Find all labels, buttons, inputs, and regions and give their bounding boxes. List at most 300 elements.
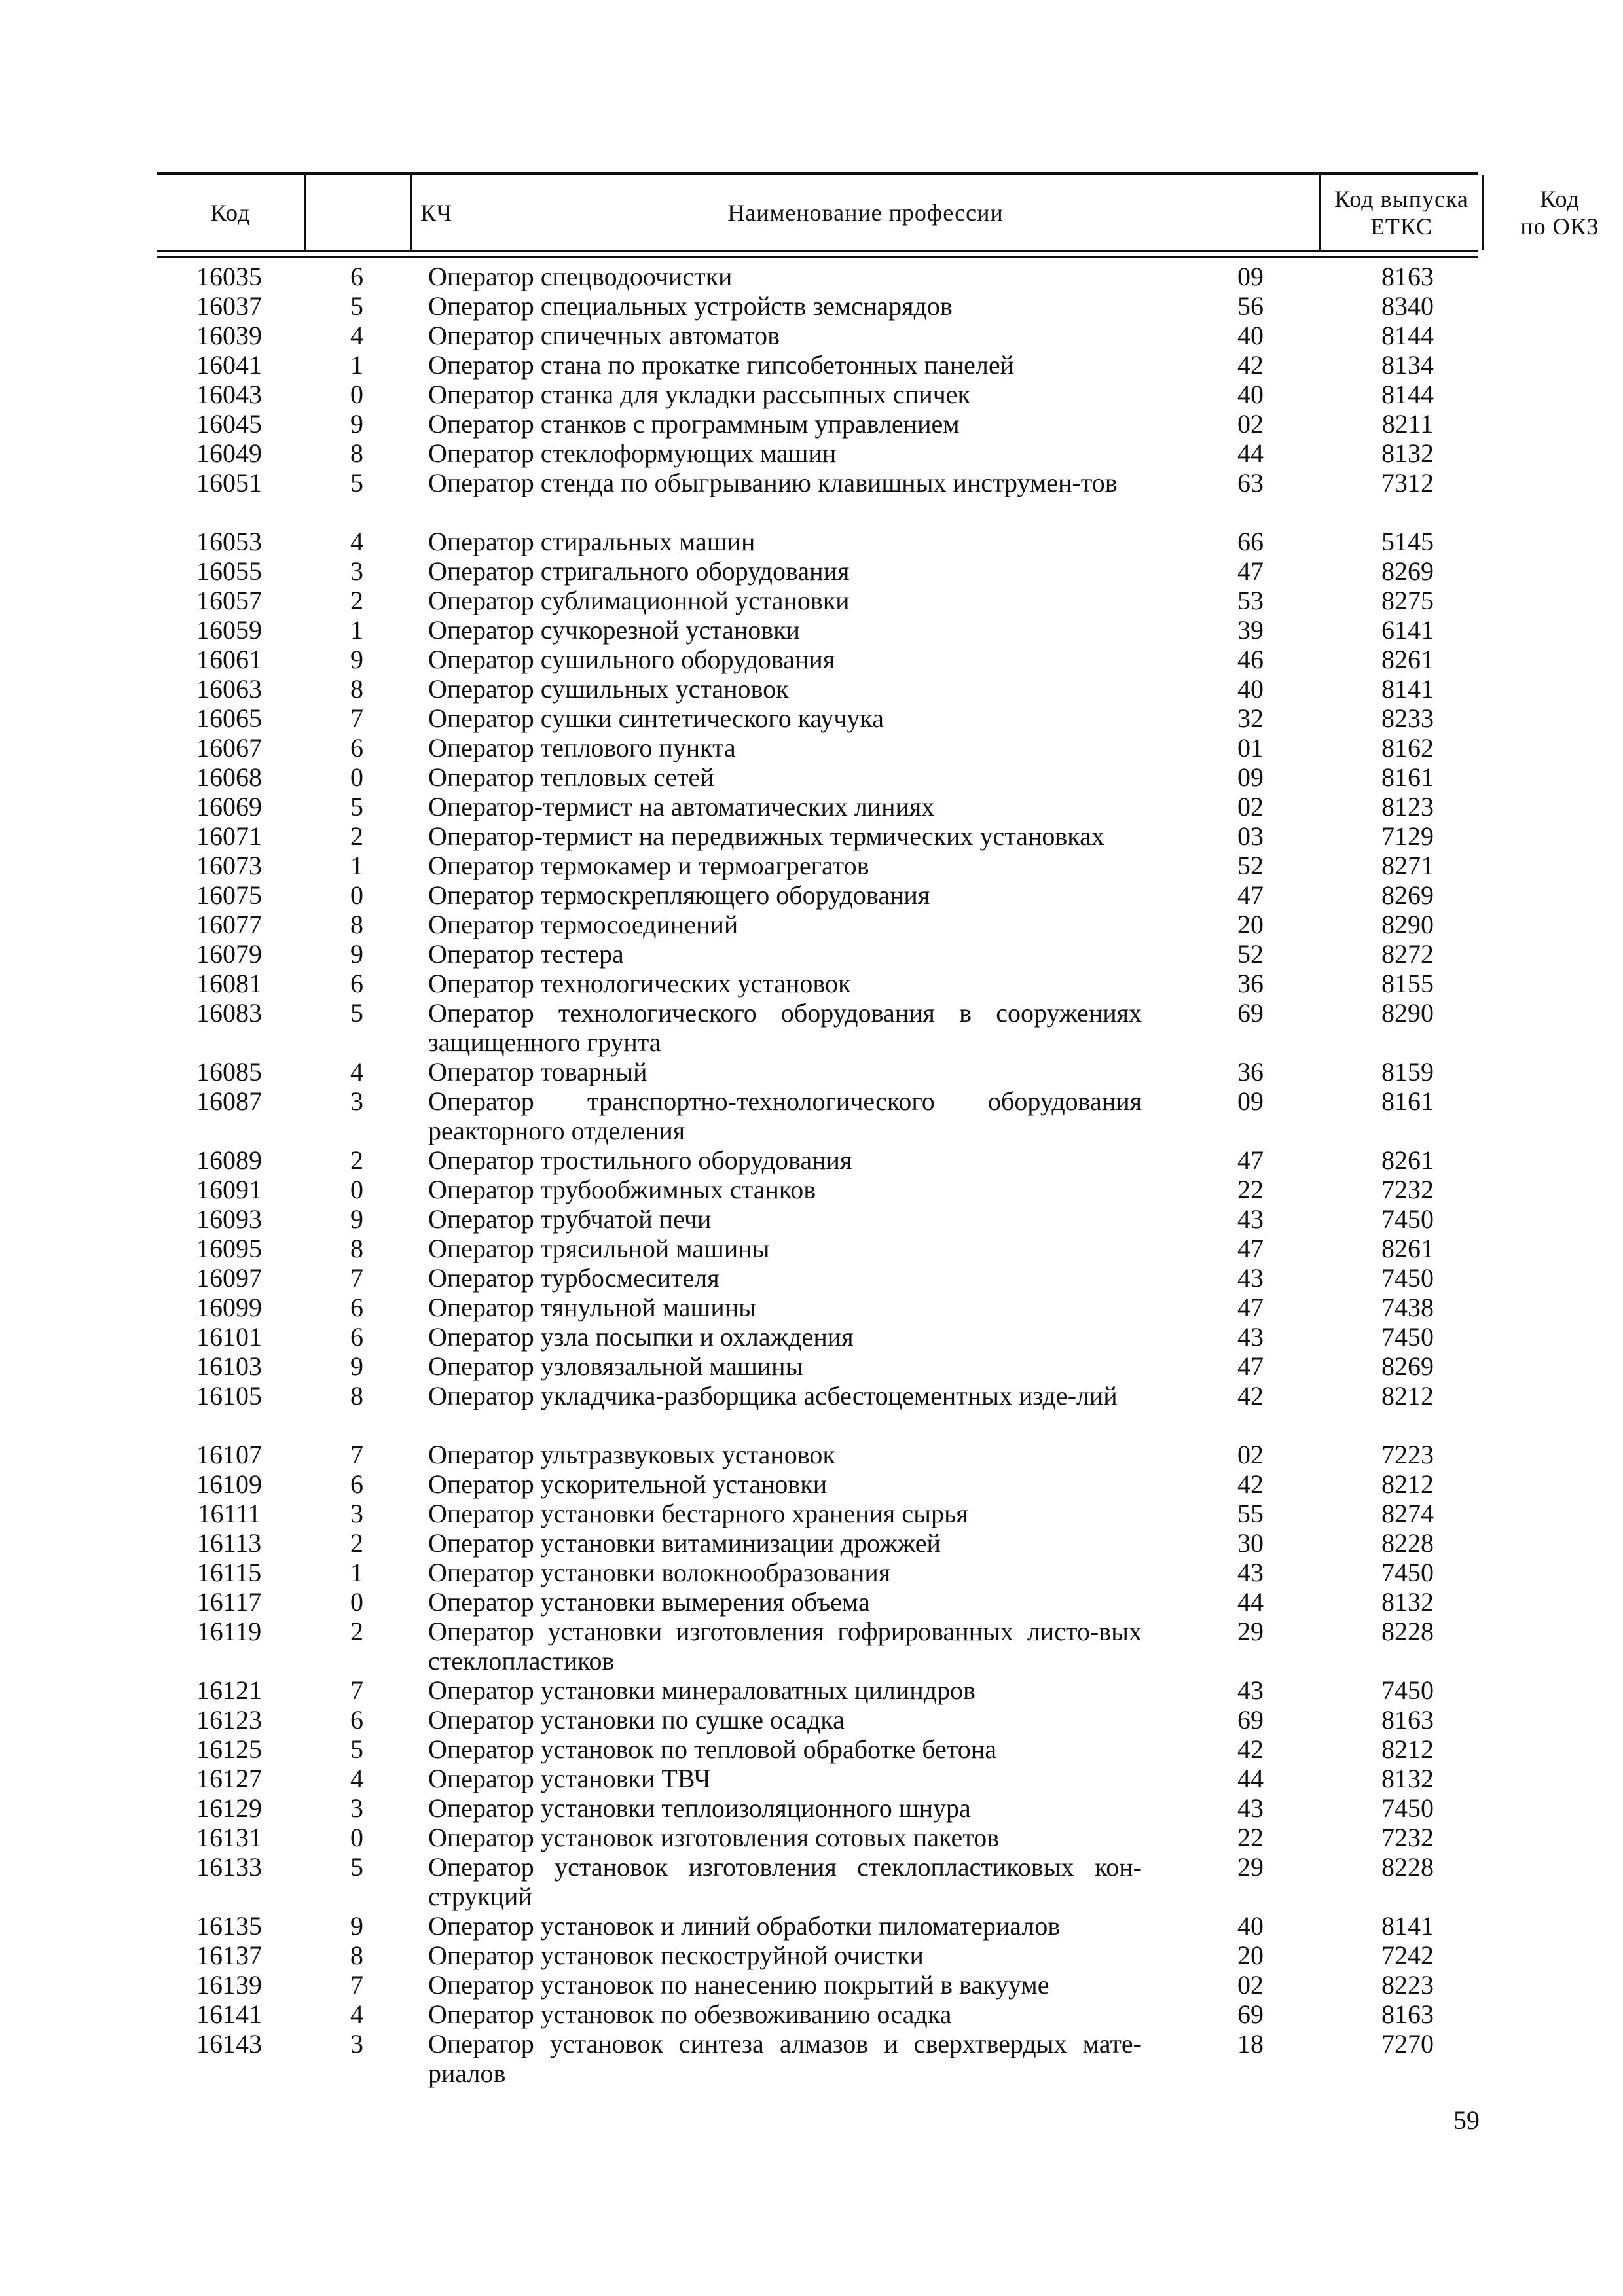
etks-code-cell: 22 xyxy=(1237,1175,1264,1204)
kch-cell: 8 xyxy=(350,1381,363,1410)
okz-code-cell: 8275 xyxy=(1381,586,1434,615)
code-cell: 16137 xyxy=(196,1941,262,1970)
table-row xyxy=(0,1499,1623,1528)
table-row xyxy=(0,1057,1623,1086)
okz-code-cell: 8141 xyxy=(1381,1911,1434,1941)
kch-cell: 8 xyxy=(350,674,363,704)
profession-name-cell: Оператор сушильного оборудования xyxy=(428,645,835,674)
code-cell: 16043 xyxy=(196,380,262,409)
header-kch-label: КЧ xyxy=(420,199,452,226)
table-row xyxy=(0,556,1623,586)
etks-code-cell: 32 xyxy=(1237,704,1264,733)
profession-name-cell: Оператор термоскрепляющего оборудования xyxy=(428,880,930,910)
okz-code-cell: 8155 xyxy=(1381,969,1434,998)
okz-code-cell: 7450 xyxy=(1381,1204,1434,1234)
profession-name-cell: Оператор тестера xyxy=(428,939,624,969)
code-cell: 16085 xyxy=(196,1057,262,1086)
header-etks-label-line1: Код выпуска xyxy=(1334,185,1468,212)
kch-cell: 4 xyxy=(350,1764,363,1793)
kch-cell: 6 xyxy=(350,733,363,762)
profession-name-cell: Оператор установки изготовления гофрированных листо-вых стеклопластиков xyxy=(428,1617,1142,1676)
kch-cell: 8 xyxy=(350,1234,363,1263)
okz-code-cell: 8228 xyxy=(1381,1852,1434,1882)
code-cell: 16117 xyxy=(196,1587,262,1617)
profession-name-cell: Оператор установок по нанесению покрытий в вакууме xyxy=(428,1970,1049,2000)
kch-cell: 2 xyxy=(350,586,363,615)
etks-code-cell: 66 xyxy=(1237,527,1264,556)
kch-cell: 2 xyxy=(350,1528,363,1558)
etks-code-cell: 42 xyxy=(1237,1381,1264,1410)
code-cell: 16121 xyxy=(196,1676,262,1705)
kch-cell: 7 xyxy=(350,1970,363,2000)
table-row xyxy=(0,468,1623,527)
profession-name-cell: Оператор установки минераловатных цилиндров xyxy=(428,1676,976,1705)
table-row xyxy=(0,939,1623,969)
code-cell: 16067 xyxy=(196,733,262,762)
table-row xyxy=(0,910,1623,939)
etks-code-cell: 22 xyxy=(1237,1823,1264,1852)
okz-code-cell: 8290 xyxy=(1381,998,1434,1028)
code-cell: 16071 xyxy=(196,821,262,851)
code-cell: 16059 xyxy=(196,615,262,645)
table-row xyxy=(0,1941,1623,1970)
code-cell: 16061 xyxy=(196,645,262,674)
kch-cell: 9 xyxy=(350,1352,363,1381)
kch-cell: 0 xyxy=(350,762,363,792)
etks-code-cell: 40 xyxy=(1237,380,1264,409)
etks-code-cell: 43 xyxy=(1237,1263,1264,1293)
etks-code-cell: 29 xyxy=(1237,1617,1264,1646)
kch-cell: 3 xyxy=(350,2029,363,2058)
code-cell: 16123 xyxy=(196,1705,262,1734)
profession-name-cell: Оператор установки витаминизации дрожжей xyxy=(428,1528,941,1558)
etks-code-cell: 20 xyxy=(1237,1941,1264,1970)
table-row xyxy=(0,1617,1623,1676)
okz-code-cell: 7450 xyxy=(1381,1793,1434,1823)
table-row xyxy=(0,762,1623,792)
profession-name-cell: Оператор турбосмесителя xyxy=(428,1263,720,1293)
okz-code-cell: 8223 xyxy=(1381,1970,1434,2000)
profession-name-cell: Оператор установки вымерения объема xyxy=(428,1587,870,1617)
profession-name-cell: Оператор стана по прокатке гипсобетонных панелей xyxy=(428,350,1015,380)
etks-code-cell: 43 xyxy=(1237,1558,1264,1587)
table-row xyxy=(0,1764,1623,1793)
okz-code-cell: 8212 xyxy=(1381,1734,1434,1764)
kch-cell: 0 xyxy=(350,1823,363,1852)
table-row xyxy=(0,2029,1623,2088)
kch-cell: 2 xyxy=(350,1617,363,1646)
code-cell: 16075 xyxy=(196,880,262,910)
okz-code-cell: 8340 xyxy=(1381,291,1434,321)
okz-code-cell: 7232 xyxy=(1381,1823,1434,1852)
kch-cell: 9 xyxy=(350,409,363,439)
okz-code-cell: 8132 xyxy=(1381,1764,1434,1793)
table-row xyxy=(0,1175,1623,1204)
kch-cell: 4 xyxy=(350,1057,363,1086)
kch-cell: 0 xyxy=(350,880,363,910)
code-cell: 16077 xyxy=(196,910,262,939)
profession-name-cell: Оператор термосоединений xyxy=(428,910,739,939)
code-cell: 16109 xyxy=(196,1469,262,1499)
code-cell: 16039 xyxy=(196,321,262,350)
table-row xyxy=(0,851,1623,880)
table-row xyxy=(0,1558,1623,1587)
code-cell: 16065 xyxy=(196,704,262,733)
profession-name-cell: Оператор сублимационной установки xyxy=(428,586,850,615)
okz-code-cell: 8272 xyxy=(1381,939,1434,969)
profession-name-cell: Оператор-термист на передвижных термических установках xyxy=(428,821,1104,851)
header-etks-label-line2: ЕТКС xyxy=(1370,213,1433,240)
etks-code-cell: 02 xyxy=(1237,792,1264,821)
etks-code-cell: 40 xyxy=(1237,1911,1264,1941)
code-cell: 16139 xyxy=(196,1970,262,2000)
profession-name-cell: Оператор узла посыпки и охлаждения xyxy=(428,1322,854,1352)
code-cell: 16103 xyxy=(196,1352,262,1381)
etks-code-cell: 29 xyxy=(1237,1852,1264,1882)
etks-code-cell: 02 xyxy=(1237,1440,1264,1469)
header-okz xyxy=(1484,175,1623,250)
code-cell: 16081 xyxy=(196,969,262,998)
etks-code-cell: 43 xyxy=(1237,1322,1264,1352)
table-row xyxy=(0,821,1623,851)
kch-cell: 8 xyxy=(350,1941,363,1970)
okz-code-cell: 8159 xyxy=(1381,1057,1434,1086)
table-header xyxy=(157,172,1599,252)
kch-cell: 7 xyxy=(350,1440,363,1469)
okz-code-cell: 8261 xyxy=(1381,645,1434,674)
profession-name-cell: Оператор спецводоочистки xyxy=(428,262,733,291)
etks-code-cell: 02 xyxy=(1237,409,1264,439)
kch-cell: 1 xyxy=(350,350,363,380)
table-row xyxy=(0,1322,1623,1352)
kch-cell: 8 xyxy=(350,439,363,468)
table-row xyxy=(0,998,1623,1057)
table-row xyxy=(0,1204,1623,1234)
table-row xyxy=(0,321,1623,350)
profession-name-cell: Оператор трясильной машины xyxy=(428,1234,770,1263)
okz-code-cell: 7450 xyxy=(1381,1322,1434,1352)
profession-name-cell: Оператор стиральных машин xyxy=(428,527,756,556)
etks-code-cell: 47 xyxy=(1237,1234,1264,1263)
etks-code-cell: 47 xyxy=(1237,880,1264,910)
okz-code-cell: 7450 xyxy=(1381,1263,1434,1293)
okz-code-cell: 8161 xyxy=(1381,762,1434,792)
kch-cell: 6 xyxy=(350,1293,363,1322)
table-row xyxy=(0,1234,1623,1263)
code-cell: 16119 xyxy=(196,1617,262,1646)
profession-name-cell: Оператор тянульной машины xyxy=(428,1293,757,1322)
table-row xyxy=(0,2000,1623,2029)
profession-name-cell: Оператор специальных устройств земснарядов xyxy=(428,291,953,321)
table-row xyxy=(0,1911,1623,1941)
table-row xyxy=(0,1469,1623,1499)
okz-code-cell: 7232 xyxy=(1381,1175,1434,1204)
profession-name-cell: Оператор тростильного оборудования xyxy=(428,1145,852,1175)
profession-name-cell: Оператор укладчика-разборщика асбестоцементных изде-лий xyxy=(428,1381,1118,1410)
etks-code-cell: 63 xyxy=(1237,468,1264,497)
table-row xyxy=(0,1381,1623,1440)
kch-cell: 3 xyxy=(350,1793,363,1823)
code-cell: 16107 xyxy=(196,1440,262,1469)
kch-cell: 9 xyxy=(350,645,363,674)
profession-name-cell: Оператор стеклоформующих машин xyxy=(428,439,837,468)
okz-code-cell: 7450 xyxy=(1381,1558,1434,1587)
okz-code-cell: 8132 xyxy=(1381,1587,1434,1617)
table-row xyxy=(0,1823,1623,1852)
okz-code-cell: 8132 xyxy=(1381,439,1434,468)
okz-code-cell: 7223 xyxy=(1381,1440,1434,1469)
code-cell: 16093 xyxy=(196,1204,262,1234)
kch-cell: 3 xyxy=(350,556,363,586)
okz-code-cell: 8144 xyxy=(1381,380,1434,409)
etks-code-cell: 43 xyxy=(1237,1676,1264,1705)
profession-name-cell: Оператор установок изготовления сотовых пакетов xyxy=(428,1823,1000,1852)
etks-code-cell: 46 xyxy=(1237,645,1264,674)
table-row xyxy=(0,969,1623,998)
table-row xyxy=(0,1145,1623,1175)
profession-name-cell: Оператор установок по обезвоживанию осадка xyxy=(428,2000,952,2029)
profession-name-cell: Оператор товарный xyxy=(428,1057,647,1086)
etks-code-cell: 18 xyxy=(1237,2029,1264,2058)
code-cell: 16063 xyxy=(196,674,262,704)
kch-cell: 2 xyxy=(350,1145,363,1175)
table-row xyxy=(0,1676,1623,1705)
etks-code-cell: 03 xyxy=(1237,821,1264,851)
profession-name-cell: Оператор технологического оборудования в сооружениях защищенного грунта xyxy=(428,998,1142,1057)
profession-name-cell: Оператор станков с программным управлением xyxy=(428,409,960,439)
code-cell: 16051 xyxy=(196,468,262,497)
kch-cell: 9 xyxy=(350,1204,363,1234)
table-row xyxy=(0,1705,1623,1734)
table-body xyxy=(0,262,1623,2088)
table-row xyxy=(0,880,1623,910)
code-cell: 16068 xyxy=(196,762,262,792)
profession-name-cell: Оператор стригального оборудования xyxy=(428,556,850,586)
etks-code-cell: 44 xyxy=(1237,1587,1264,1617)
table-row xyxy=(0,409,1623,439)
okz-code-cell: 8163 xyxy=(1381,1705,1434,1734)
etks-code-cell: 36 xyxy=(1237,969,1264,998)
profession-name-cell: Оператор установок изготовления стеклопластиковых кон-струкций xyxy=(428,1852,1142,1911)
table-row xyxy=(0,615,1623,645)
table-row xyxy=(0,1852,1623,1911)
okz-code-cell: 5145 xyxy=(1381,527,1434,556)
etks-code-cell: 40 xyxy=(1237,321,1264,350)
kch-cell: 6 xyxy=(350,1469,363,1499)
code-cell: 16083 xyxy=(196,998,262,1028)
profession-name-cell: Оператор трубообжимных станков xyxy=(428,1175,816,1204)
kch-cell: 5 xyxy=(350,291,363,321)
table-row xyxy=(0,704,1623,733)
kch-cell: 5 xyxy=(350,1734,363,1764)
kch-cell: 6 xyxy=(350,969,363,998)
table-row xyxy=(0,527,1623,556)
table-row xyxy=(0,1352,1623,1381)
kch-cell: 6 xyxy=(350,1705,363,1734)
etks-code-cell: 39 xyxy=(1237,615,1264,645)
kch-cell: 3 xyxy=(350,1086,363,1116)
kch-cell: 7 xyxy=(350,704,363,733)
code-cell: 16135 xyxy=(196,1911,262,1941)
table-row xyxy=(0,645,1623,674)
kch-cell: 4 xyxy=(350,321,363,350)
code-cell: 16037 xyxy=(196,291,262,321)
etks-code-cell: 52 xyxy=(1237,851,1264,880)
code-cell: 16105 xyxy=(196,1381,262,1410)
profession-name-cell: Оператор сушильных установок xyxy=(428,674,789,704)
code-cell: 16079 xyxy=(196,939,262,969)
kch-cell: 8 xyxy=(350,910,363,939)
etks-code-cell: 44 xyxy=(1237,439,1264,468)
etks-code-cell: 42 xyxy=(1237,1469,1264,1499)
etks-code-cell: 09 xyxy=(1237,762,1264,792)
okz-code-cell: 8134 xyxy=(1381,350,1434,380)
code-cell: 16133 xyxy=(196,1852,262,1882)
code-cell: 16089 xyxy=(196,1145,262,1175)
etks-code-cell: 52 xyxy=(1237,939,1264,969)
profession-name-cell: Оператор сушки синтетического каучука xyxy=(428,704,884,733)
etks-code-cell: 55 xyxy=(1237,1499,1264,1528)
okz-code-cell: 6141 xyxy=(1381,615,1434,645)
kch-cell: 2 xyxy=(350,821,363,851)
okz-code-cell: 8228 xyxy=(1381,1617,1434,1646)
code-cell: 16091 xyxy=(196,1175,262,1204)
table-row xyxy=(0,439,1623,468)
kch-cell: 4 xyxy=(350,2000,363,2029)
etks-code-cell: 42 xyxy=(1237,1734,1264,1764)
profession-name-cell: Оператор установки по сушке осадка xyxy=(428,1705,845,1734)
okz-code-cell: 8163 xyxy=(1381,2000,1434,2029)
okz-code-cell: 8269 xyxy=(1381,1352,1434,1381)
okz-code-cell: 8269 xyxy=(1381,880,1434,910)
table-row xyxy=(0,1440,1623,1469)
okz-code-cell: 8212 xyxy=(1381,1381,1434,1410)
okz-code-cell: 8261 xyxy=(1381,1145,1434,1175)
etks-code-cell: 30 xyxy=(1237,1528,1264,1558)
okz-code-cell: 8274 xyxy=(1381,1499,1434,1528)
okz-code-cell: 8233 xyxy=(1381,704,1434,733)
table-row xyxy=(0,1793,1623,1823)
header-code xyxy=(157,175,304,250)
okz-code-cell: 7242 xyxy=(1381,1941,1434,1970)
profession-name-cell: Оператор стенда по обыгрыванию клавишных инструмен-тов xyxy=(428,468,1118,497)
code-cell: 16143 xyxy=(196,2029,262,2058)
profession-name-cell: Оператор-термист на автоматических линиях xyxy=(428,792,935,821)
etks-code-cell: 43 xyxy=(1237,1793,1264,1823)
header-name-label: Наименование профессии xyxy=(727,199,1004,226)
table-row xyxy=(0,291,1623,321)
okz-code-cell: 8123 xyxy=(1381,792,1434,821)
table-row xyxy=(0,1086,1623,1145)
code-cell: 16053 xyxy=(196,527,262,556)
table-row xyxy=(0,1528,1623,1558)
code-cell: 16049 xyxy=(196,439,262,468)
okz-code-cell: 7438 xyxy=(1381,1293,1434,1322)
code-cell: 16095 xyxy=(196,1234,262,1263)
profession-name-cell: Оператор установки теплоизоляционного шнура xyxy=(428,1793,971,1823)
profession-name-cell: Оператор сучкорезной установки xyxy=(428,615,800,645)
okz-code-cell: 8269 xyxy=(1381,556,1434,586)
etks-code-cell: 09 xyxy=(1237,1086,1264,1116)
code-cell: 16099 xyxy=(196,1293,262,1322)
etks-code-cell: 47 xyxy=(1237,1145,1264,1175)
profession-name-cell: Оператор ускорительной установки xyxy=(428,1469,828,1499)
code-cell: 16141 xyxy=(196,2000,262,2029)
table-row xyxy=(0,1293,1623,1322)
kch-cell: 7 xyxy=(350,1676,363,1705)
kch-cell: 9 xyxy=(350,1911,363,1941)
okz-code-cell: 8211 xyxy=(1381,409,1434,439)
etks-code-cell: 53 xyxy=(1237,586,1264,615)
header-etks xyxy=(1321,175,1482,250)
header-okz-label-line1: Код xyxy=(1540,185,1580,212)
profession-name-cell: Оператор узловязальной машины xyxy=(428,1352,803,1381)
code-cell: 16097 xyxy=(196,1263,262,1293)
code-cell: 16131 xyxy=(196,1823,262,1852)
etks-code-cell: 69 xyxy=(1237,1705,1264,1734)
code-cell: 16101 xyxy=(196,1322,262,1352)
code-cell: 16087 xyxy=(196,1086,262,1116)
etks-code-cell: 47 xyxy=(1237,1352,1264,1381)
kch-cell: 1 xyxy=(350,851,363,880)
etks-code-cell: 69 xyxy=(1237,2000,1264,2029)
profession-name-cell: Оператор установок синтеза алмазов и сверхтвердых мате-риалов xyxy=(428,2029,1142,2088)
profession-name-cell: Оператор трубчатой печи xyxy=(428,1204,712,1234)
kch-cell: 7 xyxy=(350,1263,363,1293)
profession-name-cell: Оператор установки волокнообразования xyxy=(428,1558,891,1587)
okz-code-cell: 8290 xyxy=(1381,910,1434,939)
okz-code-cell: 8228 xyxy=(1381,1528,1434,1558)
profession-name-cell: Оператор тепловых сетей xyxy=(428,762,714,792)
profession-name-cell: Оператор установок по тепловой обработке бетона xyxy=(428,1734,996,1764)
okz-code-cell: 8163 xyxy=(1381,262,1434,291)
etks-code-cell: 56 xyxy=(1237,291,1264,321)
code-cell: 16115 xyxy=(196,1558,262,1587)
kch-cell: 0 xyxy=(350,380,363,409)
etks-code-cell: 02 xyxy=(1237,1970,1264,2000)
etks-code-cell: 69 xyxy=(1237,998,1264,1028)
kch-cell: 5 xyxy=(350,792,363,821)
kch-cell: 6 xyxy=(350,1322,363,1352)
etks-code-cell: 47 xyxy=(1237,556,1264,586)
profession-name-cell: Оператор станка для укладки рассыпных спичек xyxy=(428,380,970,409)
okz-code-cell: 8261 xyxy=(1381,1234,1434,1263)
etks-code-cell: 44 xyxy=(1237,1764,1264,1793)
code-cell: 16125 xyxy=(196,1734,262,1764)
profession-name-cell: Оператор установки бестарного хранения сырья xyxy=(428,1499,968,1528)
table-row xyxy=(0,674,1623,704)
profession-name-cell: Оператор теплового пункта xyxy=(428,733,736,762)
kch-cell: 1 xyxy=(350,615,363,645)
etks-code-cell: 43 xyxy=(1237,1204,1264,1234)
table-row xyxy=(0,1734,1623,1764)
profession-name-cell: Оператор спичечных автоматов xyxy=(428,321,780,350)
kch-cell: 9 xyxy=(350,939,363,969)
table-row xyxy=(0,350,1623,380)
profession-name-cell: Оператор транспортно-технологического оборудования реакторного отделения xyxy=(428,1086,1142,1145)
etks-code-cell: 42 xyxy=(1237,350,1264,380)
okz-code-cell: 7270 xyxy=(1381,2029,1434,2058)
okz-code-cell: 8161 xyxy=(1381,1086,1434,1116)
kch-cell: 5 xyxy=(350,468,363,497)
header-code-label: Код xyxy=(210,199,251,226)
okz-code-cell: 7450 xyxy=(1381,1676,1434,1705)
code-cell: 16111 xyxy=(197,1499,261,1528)
kch-cell: 6 xyxy=(350,262,363,291)
kch-cell: 4 xyxy=(350,527,363,556)
code-cell: 16069 xyxy=(196,792,262,821)
etks-code-cell: 47 xyxy=(1237,1293,1264,1322)
